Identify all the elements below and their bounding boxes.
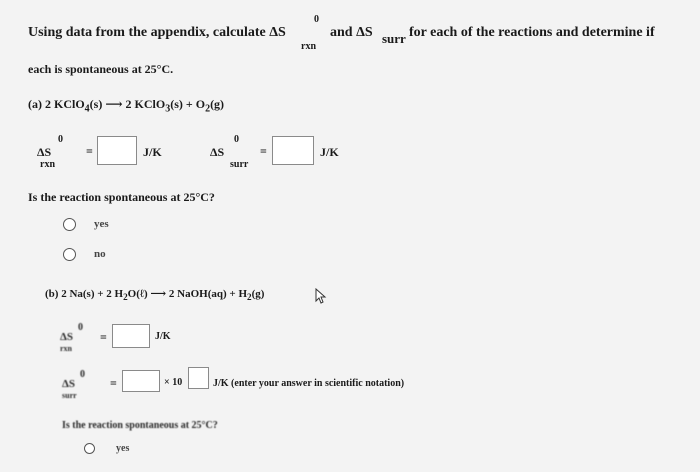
part-b-ds-rxn-label: ΔS	[60, 331, 74, 343]
part-a-sub-3: 2	[205, 103, 211, 115]
intro-line1-suffix: for each of the reactions and determine if	[409, 25, 655, 40]
part-a-ds-surr-label: ΔS	[210, 145, 225, 159]
part-b-sub-1: 2	[123, 292, 128, 303]
intro-and-ds: and ΔS	[330, 25, 373, 40]
part-a-reaction	[28, 97, 224, 114]
part-b-sub-2: 2	[247, 292, 252, 303]
part-a-reaction-text-1: (a) 2 KClO	[28, 97, 85, 111]
part-b-reaction-text-2: O(ℓ) ⟶ 2 NaOH(aq) + H	[127, 288, 248, 300]
part-b-question: Is the reaction spontaneous at 25°C?	[62, 420, 218, 431]
part-b-ds-surr-sup: 0	[80, 369, 85, 380]
part-a-sub-2: 3	[165, 103, 171, 115]
part-a-ds-rxn-sup: 0	[58, 134, 63, 145]
part-a-reaction-text-2: (s) ⟶ 2 KClO	[89, 97, 166, 111]
part-b-ds-rxn-sup: 0	[78, 322, 83, 333]
intro-ds-surr-subscript: surr	[382, 31, 406, 46]
part-b-ds-surr-eq: =	[110, 376, 117, 390]
part-a-ds-rxn-sub: rxn	[40, 159, 55, 170]
part-b-ds-surr-label: ΔS	[62, 378, 76, 390]
part-a-ds-surr-input[interactable]	[272, 136, 314, 165]
part-b-ds-surr-sub: surr	[62, 391, 77, 400]
part-a-no-label: no	[94, 248, 106, 260]
part-b-reaction	[45, 287, 264, 302]
part-a-ds-surr-sub: surr	[230, 159, 249, 170]
part-b-ds-rxn-unit: J/K	[155, 331, 171, 342]
part-a-ds-surr-unit: J/K	[320, 145, 339, 159]
part-b-ds-surr-times: × 10	[164, 377, 183, 388]
part-a-ds-rxn-label: ΔS	[37, 145, 52, 159]
part-a-question: Is the reaction spontaneous at 25°C?	[28, 190, 215, 204]
part-b-yes-radio[interactable]	[84, 443, 95, 454]
part-a-reaction-text-3: (s) + O	[170, 97, 206, 111]
intro-line2: each is spontaneous at 25°C.	[28, 62, 174, 76]
part-b-ds-surr-unit-note: J/K (enter your answer in scientific notation)	[213, 378, 405, 389]
part-a-sub-1: 4	[84, 103, 90, 115]
part-a-ds-rxn-eq: =	[86, 144, 93, 158]
part-a-ds-rxn-unit: J/K	[143, 145, 162, 159]
part-a-yes-radio[interactable]	[63, 218, 76, 231]
part-b-ds-surr-mantissa-input[interactable]	[122, 370, 160, 392]
intro-line1-prefix: Using data from the appendix, calculate ΔS	[28, 25, 286, 40]
part-a-reaction-text-4: (g)	[210, 97, 225, 111]
part-b-ds-rxn-sub: rxn	[60, 344, 72, 353]
part-a-ds-surr-sup: 0	[234, 134, 239, 145]
intro-ds-rxn-superscript: 0	[314, 14, 319, 25]
part-b-ds-surr-exponent-input[interactable]	[188, 367, 209, 389]
part-a-yes-label: yes	[94, 218, 109, 230]
part-a-ds-rxn-input[interactable]	[97, 136, 137, 165]
part-b-ds-rxn-input[interactable]	[112, 324, 150, 348]
intro-ds-rxn-subscript: rxn	[301, 41, 316, 52]
part-a-no-radio[interactable]	[63, 248, 76, 261]
part-b-reaction-text-1: (b) 2 Na(s) + 2 H	[45, 288, 124, 300]
part-b-reaction-text-3: (g)	[251, 288, 265, 300]
part-b-yes-label: yes	[116, 443, 130, 454]
part-b-ds-rxn-eq: =	[100, 330, 107, 344]
mouse-cursor-icon	[315, 288, 327, 304]
part-a-ds-surr-eq: =	[260, 144, 267, 158]
